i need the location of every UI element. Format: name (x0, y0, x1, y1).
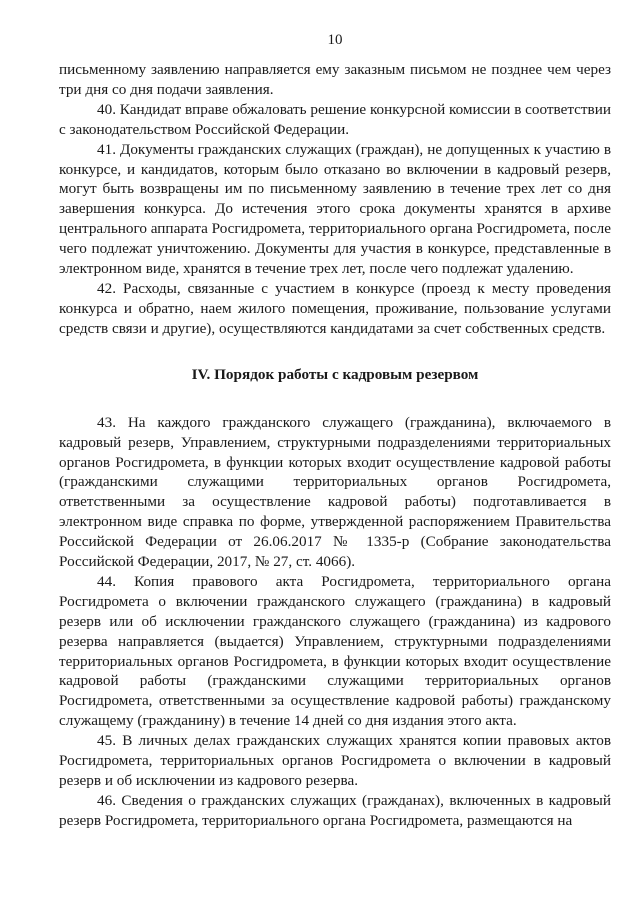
paragraph-43: 43. На каждого гражданского служащего (гражданина), включаемого в кадровый резерв, Управлением, структурными подразделениями территориальных органов Росгидромета, в функции которых входит осуществление кадровой работы (гражданскими служащими территориальных органов Росгидромета, ответственными за осуществление кадровой работы) подготавливается в электронном виде справка по форме, утвержденной распоряжением Правительства Российской Федерации от 26.06.2017 № 1335-р (Собрание законодательства Российской Федерации, 2017, № 27, ст. 4066). (59, 413, 611, 571)
paragraph-42: 42. Расходы, связанные с участием в конкурсе (проезд к месту проведения конкурса и обратно, наем жилого помещения, проживание, пользование услугами средств связи и другие), осуществляются кандидатами за счет собственных средств. (59, 279, 611, 337)
paragraph-40: 40. Кандидат вправе обжаловать решение конкурсной комиссии в соответствии с законодательством Российской Федерации. (59, 100, 611, 138)
paragraph-46: 46. Сведения о гражданских служащих (гражданах), включенных в кадровый резерв Росгидромета, территориального органа Росгидромета, размещаются на (59, 791, 611, 829)
paragraph-41: 41. Документы гражданских служащих (граждан), не допущенных к участию в конкурсе, и кандидатов, которым было отказано во включении в кадровый резерв, могут быть возвращены им по письменному заявлению в течение трех лет со дня завершения конкурса. До истечения этого срока документы хранятся в архиве центрального аппарата Росгидромета, территориального органа Росгидромета, после чего подлежат уничтожению. Документы для участия в конкурсе, представленные в электронном виде, хранятся в течение трех лет, после чего подлежат удалению. (59, 140, 611, 278)
section-heading: IV. Порядок работы с кадровым резервом (191, 365, 479, 383)
paragraph-44: 44. Копия правового акта Росгидромета, территориального органа Росгидромета о включении гражданского служащего (гражданина) в кадровый резерв или об исключении гражданского служащего (гражданина) из кадрового резерва направляется (выдается) Управлением, структурными подразделениями территориальных органов Росгидромета, в функции которых входит осуществление кадровой работы (гражданскими служащими территориальных органов Росгидромета, ответственными за осуществление кадровой работы) гражданскому служащему (гражданину) в течение 14 дней со дня издания этого акта. (59, 572, 611, 730)
paragraph-45: 45. В личных делах гражданских служащих хранятся копии правовых актов Росгидромета, территориальных органов Росгидромета о включении в кадровый резерв и об исключении из кадрового резерва. (59, 732, 611, 789)
document-page (59, 30, 611, 831)
paragraph-continuation: письменному заявлению направляется ему заказным письмом не позднее чем через три дня со дня подачи заявления. (59, 61, 611, 98)
page-number: 10 (327, 32, 343, 48)
